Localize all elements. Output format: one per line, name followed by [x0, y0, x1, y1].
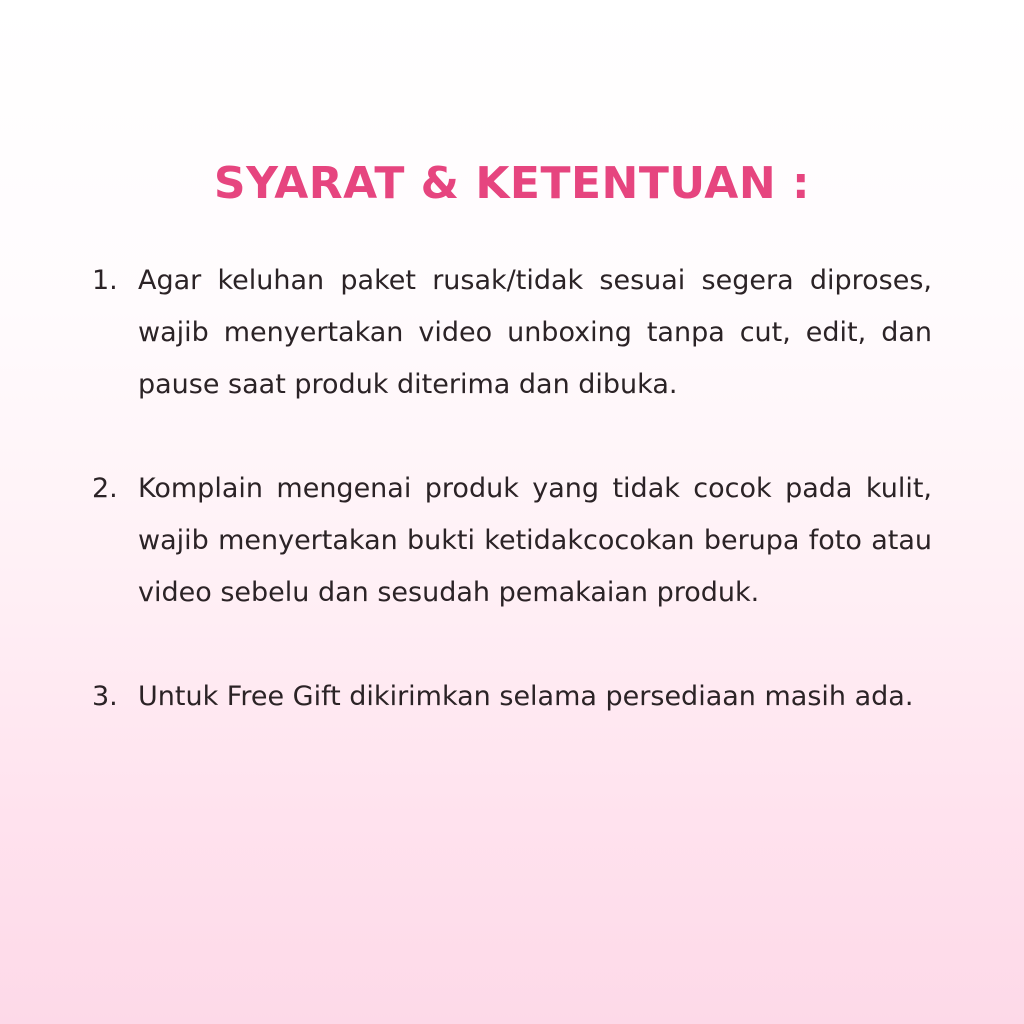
term-text: Komplain mengenai produk yang tidak cocok pada kulit, wajib menyertakan bukti ketidakcocokan berupa foto atau video sebelu dan sesudah pemakaian produk. — [138, 473, 932, 608]
term-item-3 — [92, 671, 932, 723]
term-item-2 — [92, 463, 932, 619]
term-number: 2. — [92, 473, 118, 504]
page-title: SYARAT & KETENTUAN : — [213, 158, 811, 209]
term-text: Untuk Free Gift dikirimkan selama persediaan masih ada. — [138, 681, 914, 712]
term-text: Agar keluhan paket rusak/tidak sesuai segera diproses, wajib menyertakan video unboxing tanpa cut, edit, dan pause saat produk diterima dan dibuka. — [138, 265, 932, 400]
terms-list — [92, 255, 932, 723]
term-number: 1. — [92, 265, 118, 296]
term-item-1 — [92, 255, 932, 411]
term-number: 3. — [92, 681, 118, 712]
